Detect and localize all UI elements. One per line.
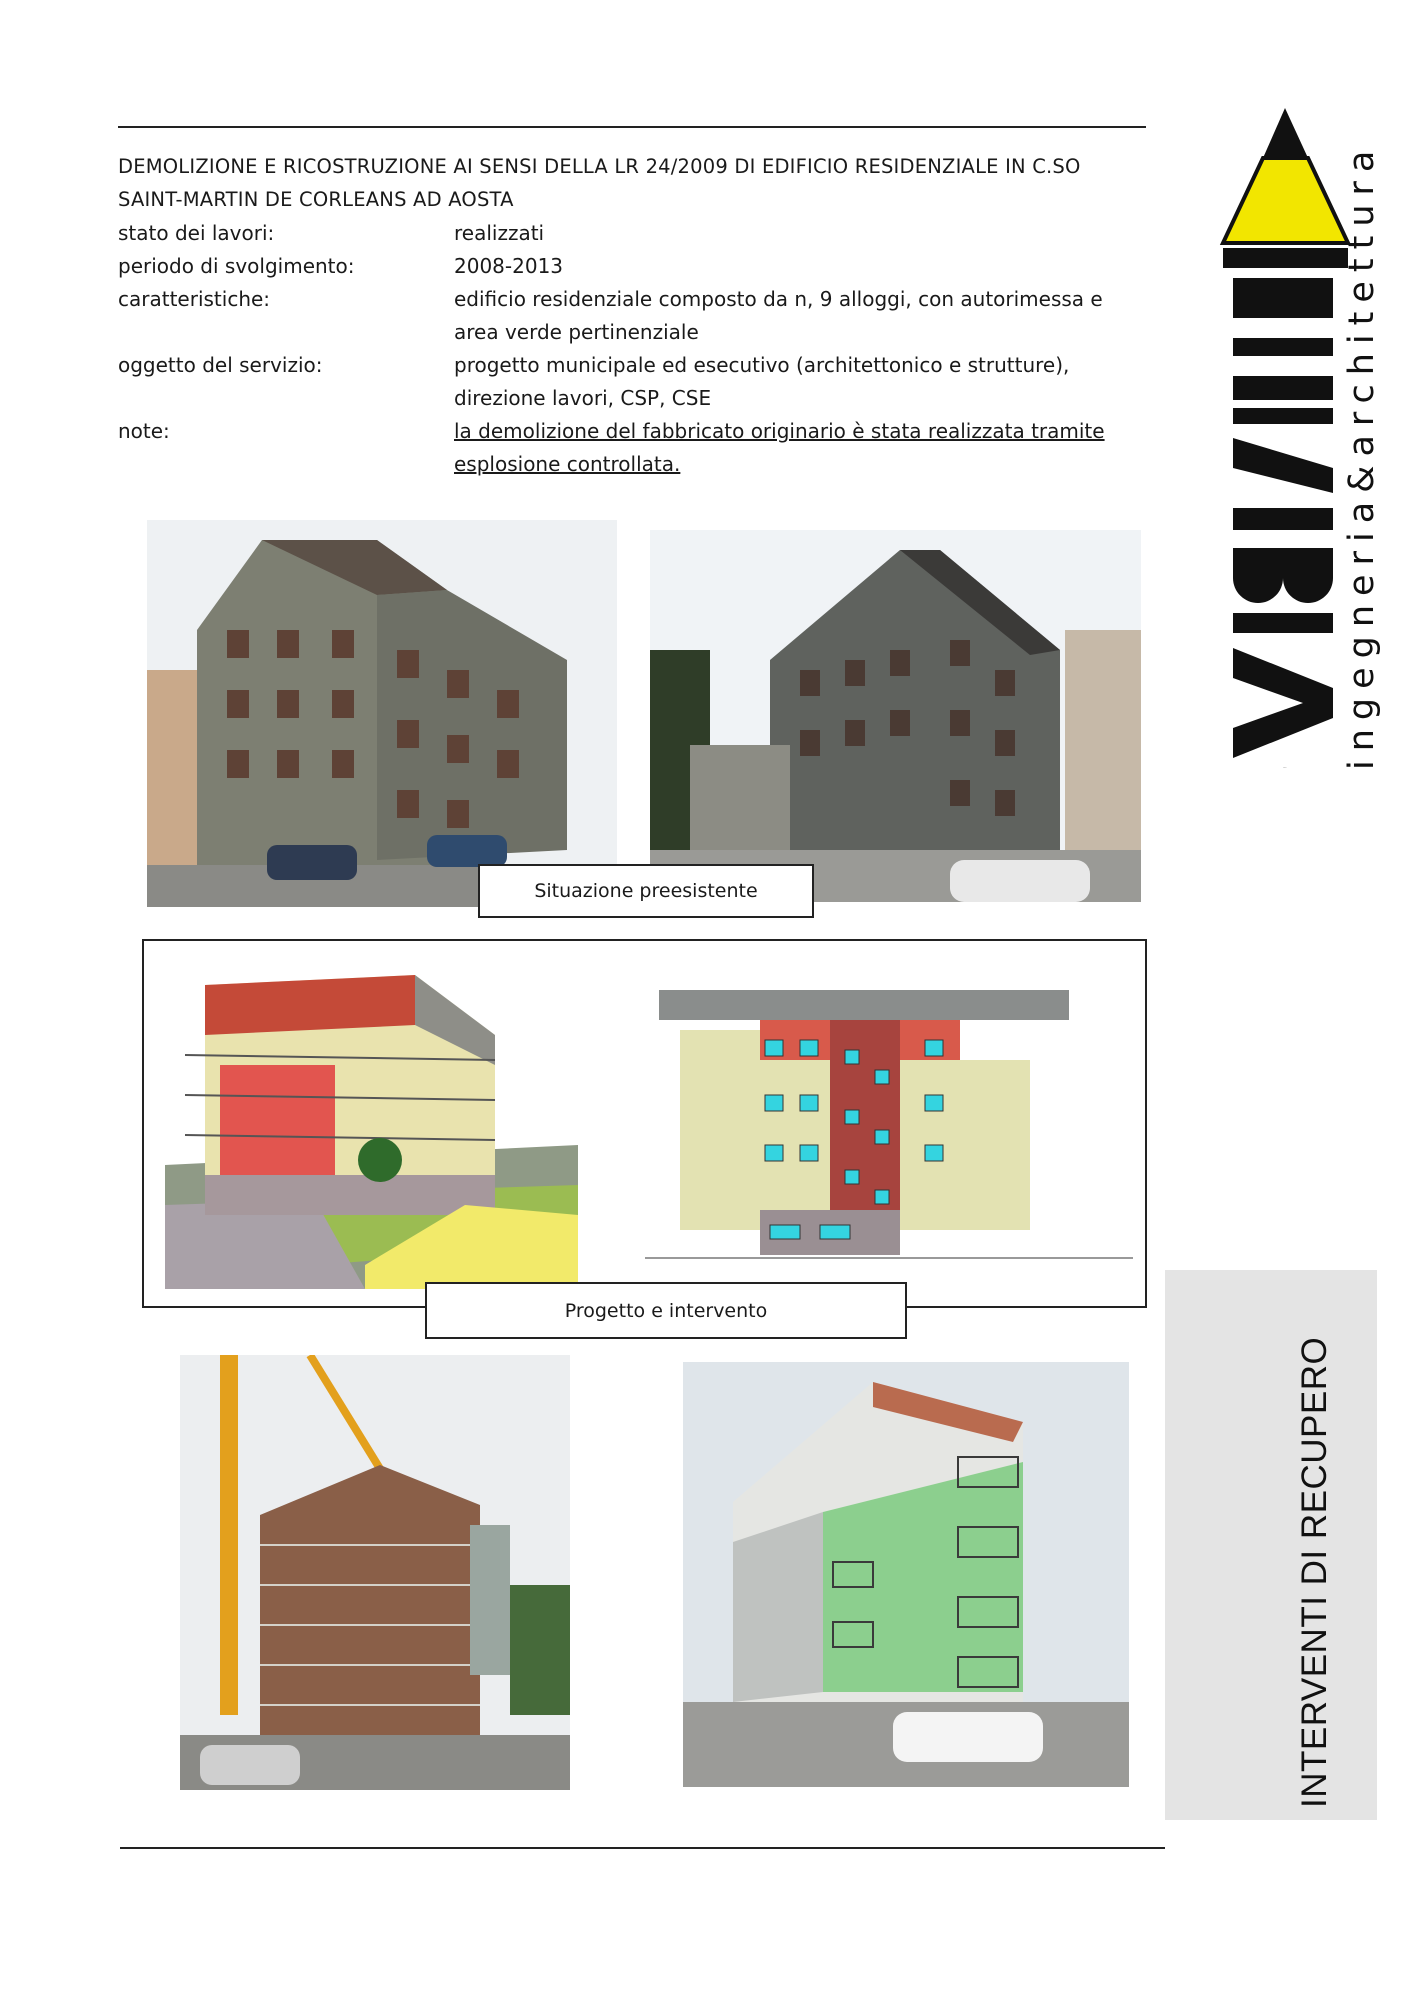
project-title	[118, 150, 1148, 216]
detail-value	[454, 349, 1134, 415]
detail-value-line: esplosione controllata.	[454, 452, 681, 476]
detail-value: realizzati	[454, 221, 545, 245]
detail-value-line: edificio residenziale composto da n, 9 alloggi, con autorimessa e	[454, 287, 1103, 311]
detail-value-line: area verde pertinenziale	[454, 320, 699, 344]
caption-project-intervention: Progetto e intervento	[425, 1282, 907, 1339]
photo-construction-site	[180, 1355, 570, 1790]
detail-row-stato	[118, 217, 1148, 250]
detail-label: note:	[118, 419, 170, 443]
detail-value-line: direzione lavori, CSP, CSE	[454, 386, 712, 410]
detail-value-line: progetto municipale ed esecutivo (architettonico e strutture),	[454, 353, 1070, 377]
detail-value-line: la demolizione del fabbricato originario è stata realizzata tramite	[454, 419, 1105, 443]
photo-existing-building-rear	[650, 530, 1141, 902]
logo-tagline: ingegneria&architettura	[1342, 141, 1382, 770]
detail-row-oggetto	[118, 349, 1148, 415]
top-rule	[118, 126, 1146, 128]
detail-label: periodo di svolgimento:	[118, 254, 355, 278]
project-title-line-1: DEMOLIZIONE E RICOSTRUZIONE AI SENSI DELLA LR 24/2009 DI EDIFICIO RESIDENZIALE IN C.SO	[118, 155, 1081, 178]
detail-value	[454, 283, 1134, 349]
sidebar-section-title: INTERVENTI DI RECUPERO	[1295, 1336, 1334, 1808]
project-details	[118, 217, 1148, 481]
detail-row-note	[118, 415, 1148, 481]
logo-wordmark-graphic	[1233, 278, 1333, 758]
project-title-line-2: SAINT-MARTIN DE CORLEANS AD AOSTA	[118, 188, 514, 211]
photo-completed-building	[683, 1362, 1129, 1787]
caption-existing-situation: Situazione preesistente	[478, 864, 814, 918]
detail-label: caratteristiche:	[118, 287, 271, 311]
logo-wordmark: ABTHE	[1283, 768, 1287, 769]
sidebar-section-panel	[1165, 1270, 1377, 1820]
detail-row-caratteristiche	[118, 283, 1148, 349]
pencil-icon	[1223, 108, 1348, 268]
elevation-drawing-project	[645, 970, 1133, 1280]
detail-label: oggetto del servizio:	[118, 353, 323, 377]
bottom-rule	[120, 1847, 1165, 1849]
detail-row-periodo	[118, 250, 1148, 283]
detail-value: 2008-2013	[454, 254, 564, 278]
photo-existing-building-front	[147, 520, 617, 907]
detail-value	[454, 415, 1134, 481]
detail-label: stato dei lavori:	[118, 221, 275, 245]
render-3d-project	[165, 945, 578, 1289]
